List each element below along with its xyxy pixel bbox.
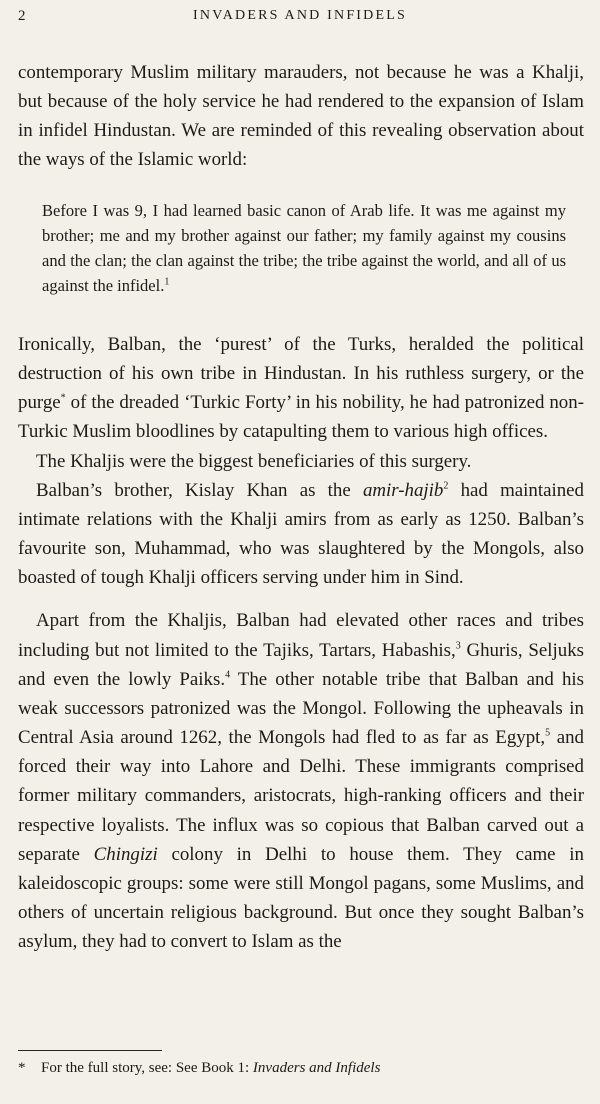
footnote-mark: *: [18, 1060, 26, 1076]
page-number: 2: [18, 8, 27, 24]
paragraph-kislay-khan-start: Balban’s brother, Kislay Khan as the: [36, 479, 363, 501]
endnote-5: 5: [545, 727, 551, 739]
paragraph-other-races-part-1: Apart from the Khaljis, Balban had elevated other races and tribes including but not limited to the Tajiks, Tartars, Habashis,: [18, 610, 584, 661]
paragraph-other-races-part-5: colony in Delhi to house them. They came in kaleidoscopic groups: some were still Mongol pagans, some Muslims, and others of uncertain religious background. But once they sought Balban’s asylum, they had to convert to Islam as the: [18, 843, 584, 953]
endnote-4: 4: [225, 669, 231, 681]
opening-paragraph-block: [18, 58, 584, 175]
paragraph-other-races-part-4: and forced their way into Lahore and Delhi. These immigrants comprised former military commanders, aristocrats, high-ranking officers and their respective loyalists. The influx was so copious that Balban carved out a separate: [18, 727, 584, 865]
paragraph-other-races-part-2: Ghuris, Seljuks and even the lowly Paiks.: [18, 639, 584, 690]
term-chingizi: Chingizi: [93, 843, 158, 865]
paragraph-other-races-part-3: The other notable tribe that Balban and his weak successors patronized was the Mongol. Following the upheavals in Central Asia around 1262, the Mongols had fled to as far as Egypt,: [18, 668, 584, 749]
running-head: INVADERS AND INFIDELS: [193, 8, 407, 23]
paragraph-other-races: [18, 606, 584, 956]
footnote: [18, 1058, 578, 1078]
paragraph-kislay-khan: [18, 476, 584, 593]
endnote-1: 1: [164, 276, 170, 288]
paragraph-balban-purest: [18, 330, 584, 447]
footnote-separator: [18, 1050, 162, 1051]
main-text-block: [18, 330, 584, 956]
page-header: [18, 8, 582, 32]
term-amir-hajib: amir-hajib: [362, 479, 444, 501]
block-quote: [42, 198, 566, 298]
footnote-book-title: Invaders and Infidels: [252, 1060, 381, 1076]
paragraph-kislay-khan-end: had maintained intimate relations with the Khalji amirs from as early as 1250. Balban’s favourite son, Muhammad, who was slaughtered by the Mongols, also boasted of tough Khalji officers serving under him in Sind.: [18, 479, 584, 589]
endnote-3: 3: [455, 640, 461, 652]
paragraph-balban-purest-start: Ironically, Balban, the ‘purest’ of the Turks, heralded the political destruction of his own tribe in Hindustan. In his ruthless surgery, or the purge: [18, 334, 584, 414]
footnote-text: For the full story, see: See Book 1:: [41, 1060, 253, 1076]
paragraph-khaljis-beneficiaries: The Khaljis were the biggest beneficiaries of this surgery.: [36, 450, 472, 472]
block-quote-text: [42, 198, 566, 298]
paragraph-balban-purest-end: of the dreaded ‘Turkic Forty’ in his nobility, he had patronized non-Turkic Muslim bloodlines by catapulting them to various high offices.: [18, 392, 584, 443]
endnote-2: 2: [443, 480, 449, 492]
footnote-star-marker: *: [60, 393, 66, 405]
block-quote-body: Before I was 9, I had learned basic canon of Arab life. It was me against my brother; me and my brother against our father; my family against my cousins and the clan; the clan against the tribe; the tribe against the world, and all of us against the infidel.: [42, 201, 566, 295]
paragraph-contemporary-muslim: contemporary Muslim military marauders, not because he was a Khalji, but because of the holy service he had rendered to the expansion of Islam in infidel Hindustan. We are reminded of this revealing observation about the ways of the Islamic world:: [18, 62, 584, 171]
